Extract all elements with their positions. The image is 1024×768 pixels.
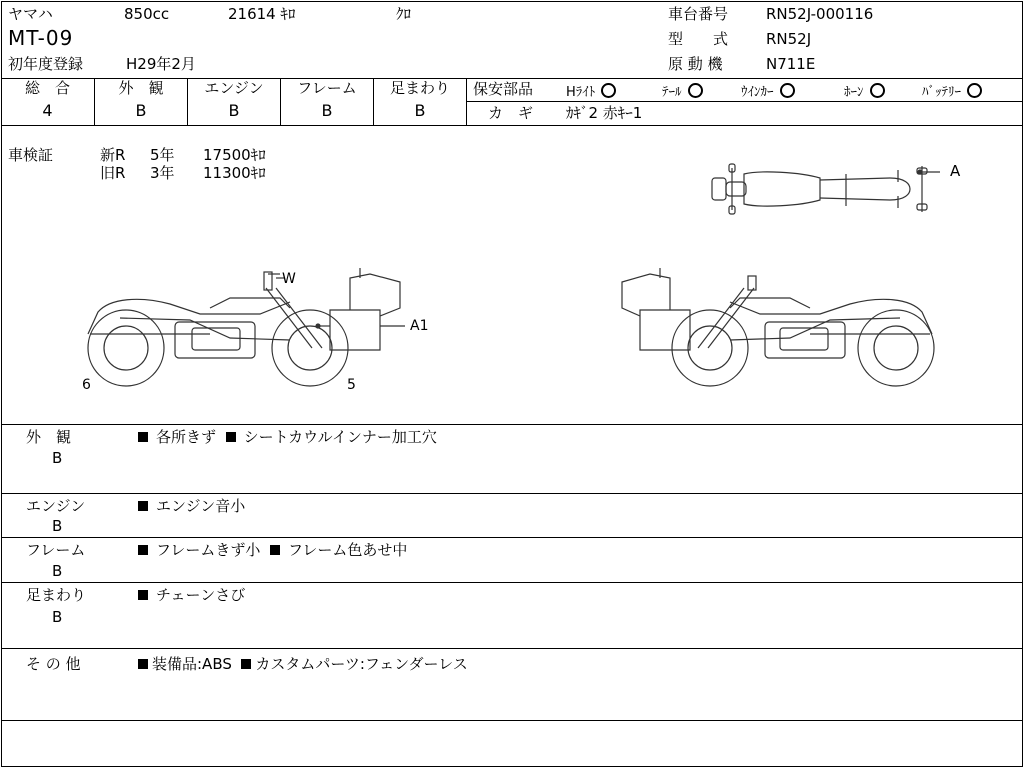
grade-table-bottom-rule bbox=[1, 125, 1022, 126]
comment-text: 各所きず シートカウルインナー加工穴 bbox=[138, 430, 437, 445]
safety-item-winker: ｳｲﾝｶｰ bbox=[741, 83, 795, 99]
side-mark-w: W bbox=[282, 271, 296, 287]
mileage: 21614 ｷﾛ bbox=[228, 5, 296, 23]
model-name: MT-09 bbox=[8, 26, 74, 50]
inspection-label: 車検証 bbox=[8, 146, 54, 164]
maker: ヤマハ bbox=[8, 5, 53, 23]
color: ｸﾛ bbox=[396, 5, 412, 23]
type-value: RN52J bbox=[766, 30, 812, 48]
inspection-old-years: 3年 bbox=[150, 164, 175, 182]
motorcycle-top-view bbox=[700, 160, 940, 220]
side-mark-6: 6 bbox=[82, 377, 91, 393]
key-value: ｶｷﾞ2 赤ｷｰ1 bbox=[566, 104, 643, 122]
inspection-new-years: 5年 bbox=[150, 146, 175, 164]
motorcycle-left-side-view bbox=[80, 268, 410, 388]
top-mark-a: A bbox=[950, 162, 961, 180]
safety-row-divider bbox=[467, 101, 1022, 102]
type-label: 型 式 bbox=[668, 30, 729, 48]
safety-item-headlight: Hﾗｲﾄ bbox=[566, 83, 616, 99]
engine-label: 原 動 機 bbox=[668, 55, 723, 73]
comment-text: フレームきず小 フレーム色あせ中 bbox=[138, 543, 407, 558]
side-mark-a1: A1 bbox=[410, 318, 429, 334]
comment-text: エンジン音小 bbox=[138, 499, 245, 514]
first-registration-value: H29年2月 bbox=[126, 55, 196, 73]
motorcycle-right-side-view bbox=[620, 268, 940, 388]
inspection-new-km: 17500ｷﾛ bbox=[203, 146, 266, 164]
key-label: カ ギ bbox=[488, 104, 534, 122]
comment-text: チェーンさび bbox=[138, 588, 245, 603]
safety-item-horn: ﾎｰﾝ bbox=[844, 83, 885, 99]
safety-label: 保安部品 bbox=[473, 80, 534, 98]
first-registration-label: 初年度登録 bbox=[8, 55, 84, 73]
frame-no-label: 車台番号 bbox=[668, 5, 729, 23]
side-mark-5: 5 bbox=[347, 377, 356, 393]
engine-value: N711E bbox=[766, 55, 816, 73]
inspection-new-label: 新R bbox=[100, 146, 126, 164]
inspection-old-label: 旧R bbox=[100, 164, 126, 182]
inspection-old-km: 11300ｷﾛ bbox=[203, 164, 266, 182]
comment-text: 装備品:ABS カスタムパーツ:フェンダーレス bbox=[138, 657, 468, 672]
frame-no-value: RN52J-000116 bbox=[766, 5, 874, 23]
safety-item-tail: ﾃｰﾙ bbox=[662, 83, 703, 99]
displacement: 850cc bbox=[124, 5, 170, 23]
safety-item-battery: ﾊﾞｯﾃﾘｰ bbox=[922, 83, 982, 99]
